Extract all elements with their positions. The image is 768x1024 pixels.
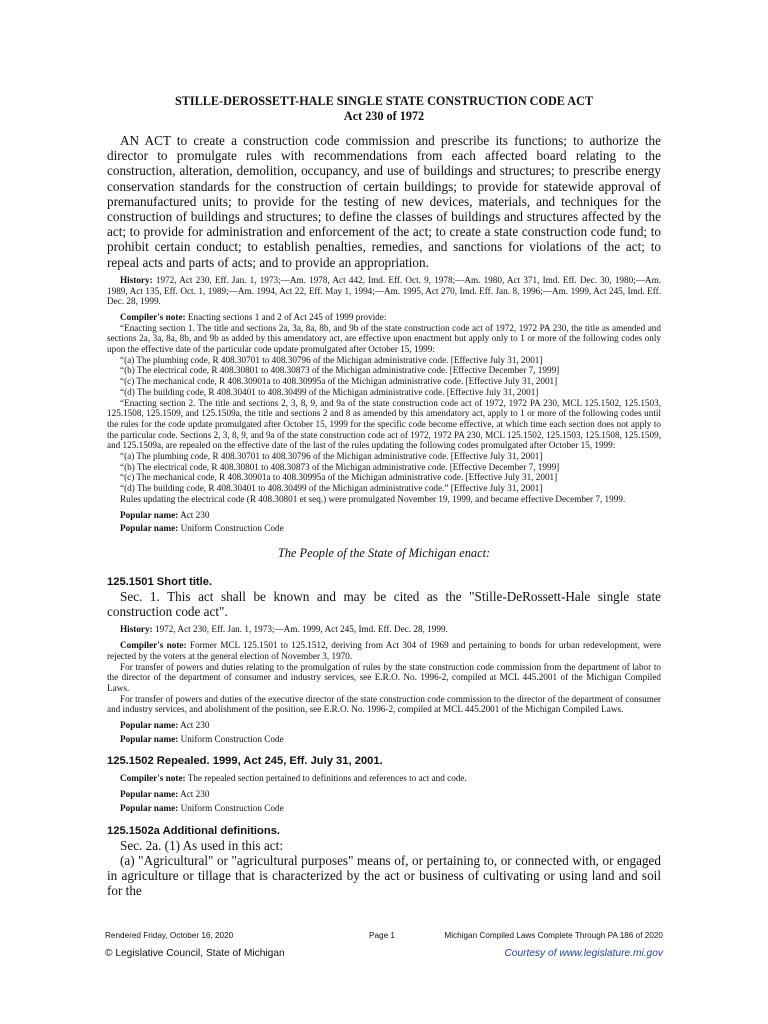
- compiler-note: Compiler's note: Enacting sections 1 and 2 of Act 245 of 1999 provide:: [120, 311, 387, 322]
- transfer-note: For transfer of powers and duties relating to the promulgation of rules by the state construction code commission from the department of labor to the director of the department of consumer and industry services, see E.R.O. No. 1996-2, compiled at MCL 445.2001 of the Michigan Compiled Laws.: [107, 661, 661, 693]
- history-note: History: 1972, Act 230, Eff. Jan. 1, 1973;—Am. 1999, Act 245, Imd. Eff. Dec. 28, 1999.: [120, 624, 448, 635]
- section-heading-1502a: 125.1502a Additional definitions.: [107, 824, 281, 837]
- code-item: “(b) The electrical code, R 408.30801 to 408.30873 of the Michigan administrative code. [Effective December 7, 1999]: [120, 365, 560, 376]
- act-number: Act 230 of 1972: [343, 109, 425, 123]
- definition-a: (a) "Agricultural" or "agricultural purposes" means of, or pertaining to, or connected with, or engaged in agriculture or tillage that is characterized by the act or business of cultivating or using land and soil for the: [107, 852, 661, 899]
- code-item: “(c) The mechanical code, R 408.30901a to 408.30995a of the Michigan administrative code. [Effective July 31, 2001]: [120, 472, 558, 483]
- compiled-through: Michigan Compiled Laws Complete Through PA 186 of 2020: [444, 931, 663, 940]
- code-item: “(d) The building code, R 408.30401 to 408.30499 of the Michigan administrative code.” [Effective July 31, 2001]: [120, 483, 543, 494]
- courtesy-link[interactable]: Courtesy of www.legislature.mi.gov: [504, 948, 663, 959]
- section-text-1501: Sec. 1. This act shall be known and may be cited as the "Stille-DeRossett-Hale single state construction code act".: [107, 589, 661, 620]
- enacting-section-2: “Enacting section 2. The title and sections 2, 3, 8, 9, and 9a of the state construction code act of 1972, 1972 PA 230, MCL 125.1502, 125.1503, 125.1508, 125.1509, and 125.1509a, the title and sections 2 and 8 as amended by this amendatory act, apply to 1 or more of the following codes until the rules for the code update promulgated after October 15, 1999 for the specific code become effective, at which time each section does not apply to the particular code. Sections 2, 3, 8, 9, and 9a of the state construction code act of 1972, 1972 PA 230, MCL 125.1502, 125.1503, 125.1508, 125.1509, and 125.1509a, are repealed on the effective date of the last of the rules updating the following codes promulgated after October 15, 1999:: [107, 397, 661, 451]
- rendered-date: Rendered Friday, October 16, 2020: [105, 931, 234, 940]
- popular-name: Popular name: Act 230: [120, 789, 210, 800]
- enacting-section-1: “Enacting section 1. The title and sections 2a, 3a, 8a, 8b, and 9b of the state construction code act of 1972, 1972 PA 230, the title as amended and sections 2a, 3a, 8a, 8b, and 9b as added by this amendatory act, are effective upon enactment but apply only to 1 or more of the following codes only upon the effective date of the particular code update promulgated after October 15, 1999:: [107, 322, 661, 355]
- copyright: © Legislative Council, State of Michigan: [105, 948, 285, 959]
- enacting-clause: The People of the State of Michigan enact:: [277, 546, 491, 560]
- compiler-note: Compiler's note: The repealed section pertained to definitions and references to act and code.: [120, 773, 467, 784]
- code-item: “(c) The mechanical code, R 408.30901a to 408.30995a of the Michigan administrative code. [Effective July 31, 2001]: [120, 376, 558, 387]
- code-item: “(a) The plumbing code, R 408.30701 to 408.30796 of the Michigan administrative code. [Effective July 31, 2001]: [120, 354, 543, 365]
- popular-name: Popular name: Uniform Construction Code: [120, 523, 284, 534]
- section-heading-1501: 125.1501 Short title.: [107, 576, 213, 588]
- page-number: Page 1: [369, 931, 395, 940]
- compiler-note: Compiler's note: Former MCL 125.1501 to 125.1512, deriving from Act 304 of 1969 and pertaining to bonds for urban redevelopment, were rejected by the voters at the general election of November 3, 1970.: [107, 640, 662, 661]
- popular-name: Popular name: Uniform Construction Code: [120, 733, 284, 744]
- section-heading-1502: 125.1502 Repealed. 1999, Act 245, Eff. July 31, 2001.: [107, 755, 383, 768]
- code-item: “(b) The electrical code, R 408.30801 to 408.30873 of the Michigan administrative code. [Effective December 7, 1999]: [120, 461, 560, 472]
- act-title: STILLE-DEROSSETT-HALE SINGLE STATE CONSTRUCTION CODE ACT: [175, 94, 593, 108]
- document-body: [107, 94, 661, 898]
- preamble: AN ACT to create a construction code commission and prescribe its functions; to authorize the director to promulgate rules with recommendations from each affected board relating to the construction, alteration, demolition, occupancy, and use of buildings and structures; to prescribe energy conservation standards for the construction of certain buildings; to provide for statewide approval of premanufactured units; to provide for the testing of new devices, materials, and techniques for the construction of buildings and structures; to define the classes of buildings and structures affected by the act; to provide for administration and enforcement of the act; to create a state construction code fund; to prohibit certain conduct; to establish penalties, remedies, and sanctions for violations of the act; to repeal acts and parts of acts; and to provide an appropriation.: [107, 133, 661, 270]
- rules-note: Rules updating the electrical code (R 408.30801 et seq.) were promulgated November 19, 1999, and became effective December 7, 1999.: [120, 493, 626, 504]
- code-item: “(a) The plumbing code, R 408.30701 to 408.30796 of the Michigan administrative code. [Effective July 31, 2001]: [120, 451, 543, 462]
- popular-name: Popular name: Act 230: [120, 720, 210, 731]
- section-text-1502a: Sec. 2a. (1) As used in this act:: [120, 837, 283, 853]
- transfer-note: For transfer of powers and duties of the executive director of the state construction code commission to the director of the department of consumer and industry services, and abolishment of the position, see E.R.O. No. 1996-2, compiled at MCL 445.2001 of the Michigan Compiled Laws.: [107, 693, 661, 715]
- history-note: History: 1972, Act 230, Eff. Jan. 1, 1973;—Am. 1978, Act 442, Imd. Eff. Oct. 9, 1978;—Am. 1980, Act 371, Imd. Eff. Dec. 30, 1980;—Am. 1989, Act 135, Eff. Oct. 1, 1989;—Am. 1994, Act 22, Eff. May 1, 1994;—Am. 1995, Act 270, Imd. Eff. Jan. 8, 1996;—Am. 1999, Act 245, Imd. Eff. Dec. 28, 1999.: [107, 274, 662, 307]
- code-item: “(d) The building code, R 408.30401 to 408.30499 of the Michigan administrative code. [Effective July 31, 2001]: [120, 386, 539, 397]
- page-footer: [105, 929, 663, 943]
- popular-name: Popular name: Act 230: [120, 509, 210, 520]
- page-footer-credits: [105, 946, 663, 962]
- popular-name: Popular name: Uniform Construction Code: [120, 802, 284, 813]
